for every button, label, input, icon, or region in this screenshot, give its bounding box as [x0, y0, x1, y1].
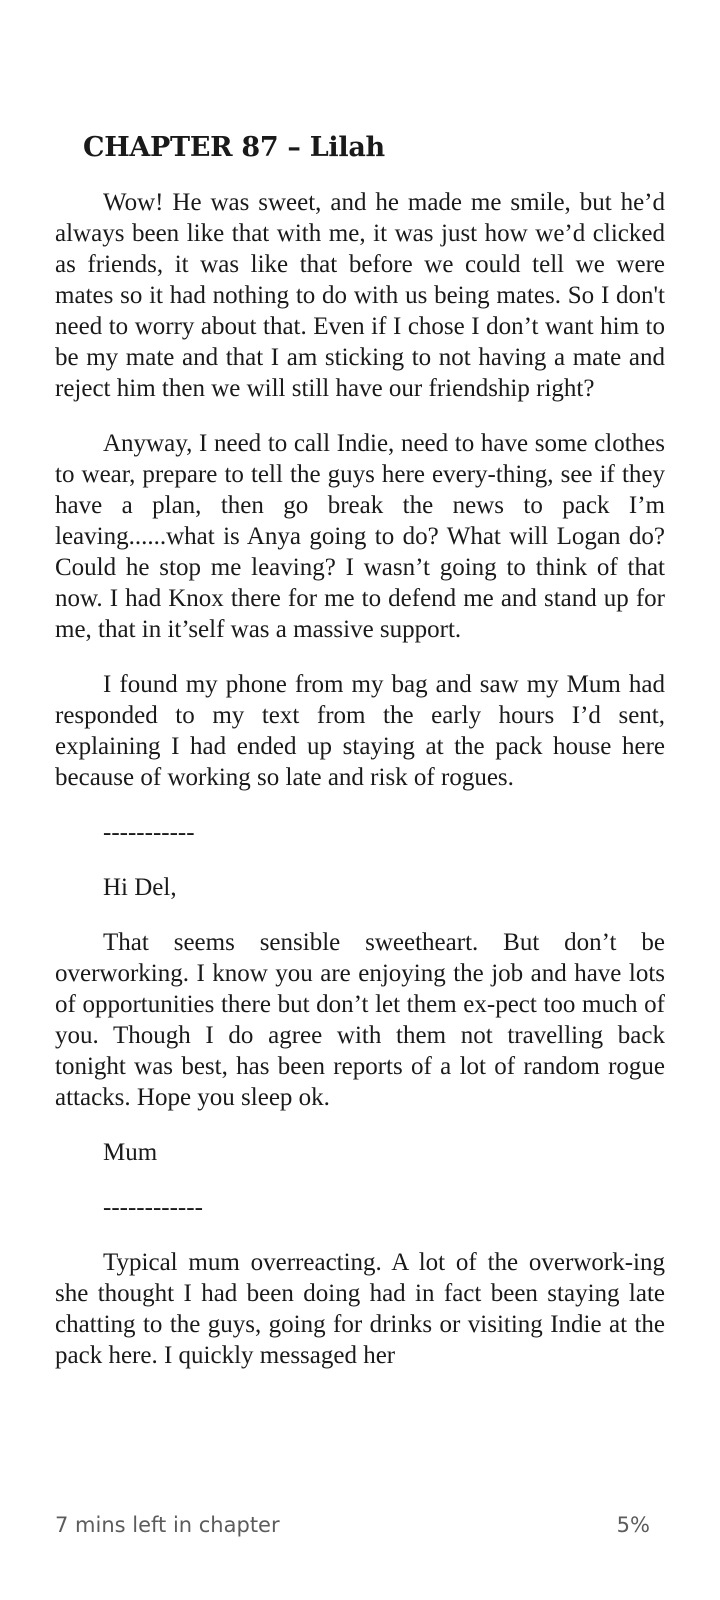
letter-body: That seems sensible sweetheart. But don’t be overworking. I know you are enjoying the job and have lots of opportunities there but don’t let them ex-pect too much of you. Though I do agree with them not travelling back tonight was best, has been reports of a lot of random rogue attacks. Hope you sleep ok. [55, 929, 665, 1112]
book-progress-percent: 5% [616, 1513, 650, 1537]
reader-content[interactable] [55, 130, 665, 1395]
reading-progress-footer [55, 1513, 650, 1537]
letter-signoff: Mum [103, 1139, 158, 1167]
time-left-in-chapter: 7 mins left in chapter [55, 1513, 280, 1537]
separator-line: ------------ [103, 1194, 203, 1222]
paragraph: Anyway, I need to call Indie, need to have some clothes to wear, prepare to tell the guys here every-thing, see if they have a plan, then go break the news to pack I’m leaving......what is Anya going to do? What will Logan do? Could he stop me leaving? I wasn’t going to think of that now. I had Knox there for me to defend me and stand up for me, that in it’self was a massive support. [55, 430, 665, 644]
separator-line: ----------- [103, 819, 195, 847]
letter-greeting: Hi Del, [103, 874, 177, 902]
paragraph: I found my phone from my bag and saw my Mum had responded to my text from the early hours I’d sent, explaining I had ended up staying at the pack house here because of working so late and risk of rogues. [55, 671, 665, 792]
paragraph: Typical mum overreacting. A lot of the overwork-ing she thought I had been doing had in fact been staying late chatting to the guys, going for drinks or visiting Indie at the pack here. I quickly messaged her [55, 1249, 665, 1370]
chapter-title: CHAPTER 87 – Lilah [83, 132, 385, 163]
paragraph: Wow! He was sweet, and he made me smile, but he’d always been like that with me, it was just how we’d clicked as friends, it was like that before we could tell we were mates so it had nothing to do with us being mates. So I don't need to worry about that. Even if I chose I don’t want him to be my mate and that I am sticking to not having a mate and reject him then we will still have our friendship right? [55, 189, 665, 403]
